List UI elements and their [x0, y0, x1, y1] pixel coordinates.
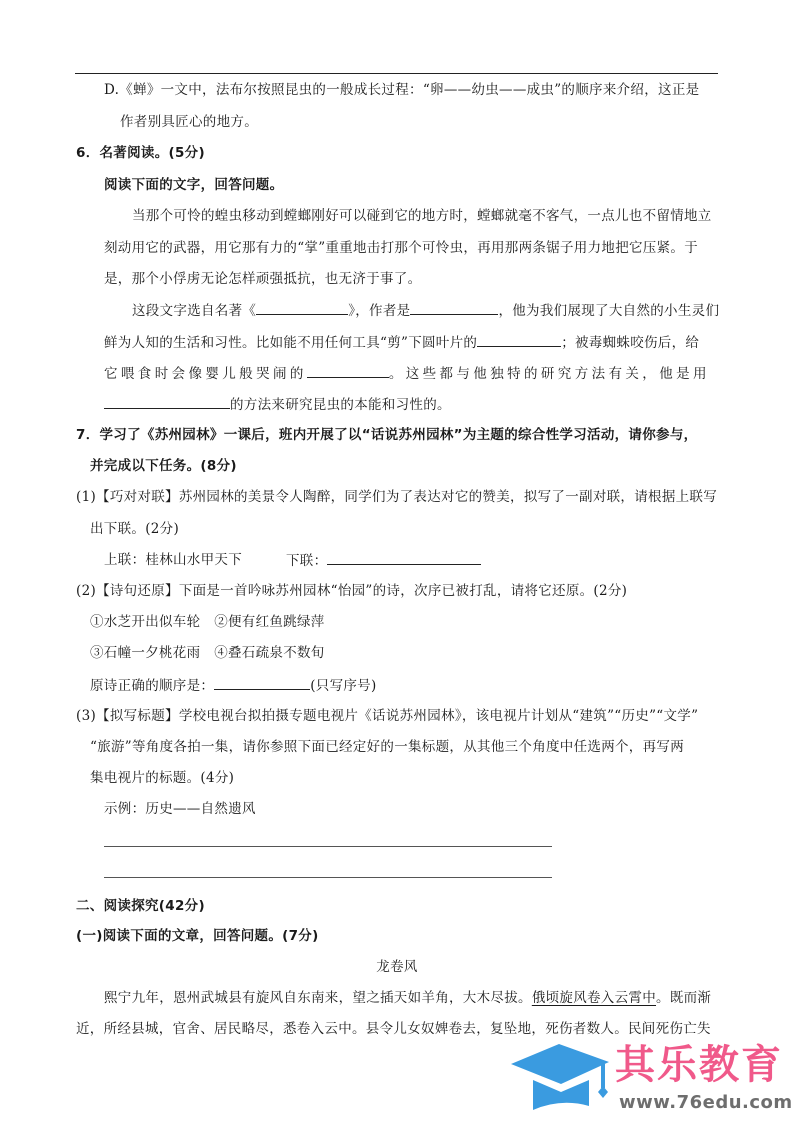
q6-text: 》，作者是: [348, 303, 411, 319]
poem-order-blank[interactable]: [214, 675, 310, 690]
q6-title: 6．名著阅读。(5分): [76, 145, 205, 161]
underlined-sentence: 俄顷旋风卷入云霄中: [531, 990, 657, 1006]
poem-order-answer: [90, 675, 377, 696]
method-blank[interactable]: [104, 394, 230, 409]
couplet-lower-label: 下联：: [286, 553, 328, 569]
section2-title: 二、阅读探究(42分): [76, 898, 205, 914]
q7-sub3-line2: “旅游”等角度各拍一集，请你参照下面已经定好的一集标题，从其他三个角度中任选两个，再写两: [90, 739, 685, 755]
poem-lines-row1: ①水芝开出似车轮 ②便有红鱼跳绿萍: [90, 614, 325, 630]
q7-sub3-line1: (3)【拟写标题】学校电视台拟拍摄专题电视片《话说苏州园林》，该电视片计划从“建筑”“历史”“文学”: [76, 708, 699, 724]
q6-instruction: 阅读下面的文字，回答问题。: [104, 177, 284, 193]
book-title-blank[interactable]: [256, 300, 348, 315]
q6-question-line3: [104, 363, 710, 384]
poem-lines-row2: ③石幢一夕桃花雨 ④叠石疏泉不数旬: [90, 645, 325, 661]
watermark-name: 其乐教育: [615, 1042, 783, 1088]
q6-text: 它喂食时会像婴儿般哭闹的: [104, 366, 307, 382]
q7-sub1-line1: (1)【巧对对联】苏州园林的美景令人陶醉，同学们为了表达对它的赞美，拟写了一副对联，请根据上联写: [76, 489, 718, 505]
watermark-url: www.76edu.com: [619, 1092, 793, 1113]
q7-title-line2: 并完成以下任务。(8分): [90, 458, 237, 474]
q6-passage-line1: 当那个可怜的蝗虫移动到螳螂刚好可以碰到它的地方时，螳螂就毫不客气，一点儿也不留情地立: [132, 208, 712, 224]
title-example: 示例：历史——自然遗风: [104, 801, 256, 817]
q6-text: ，他为我们展现了大自然的小生灵们: [498, 303, 720, 319]
q7-title-line1: 7．学习了《苏州园林》一课后，班内开展了以“话说苏州园林”为主题的综合性学习活动，请你参与，: [76, 427, 698, 443]
answer-line-1[interactable]: [104, 846, 552, 847]
q7-sub2-line1: (2)【诗句还原】下面是一首吟咏苏州园林“怡园”的诗，次序已被打乱，请将它还原。(2分): [76, 583, 628, 599]
article-title: 龙卷风: [376, 959, 418, 975]
author-blank[interactable]: [410, 300, 498, 315]
article-text: 熙宁九年，恩州武城县有旋风自东南来，望之插天如羊角，大木尽拔。: [104, 990, 532, 1006]
insect-blank-2[interactable]: [307, 363, 389, 378]
option-d-line2: 作者别具匠心的地方。: [120, 114, 258, 130]
graduation-cap-icon: [505, 1040, 613, 1116]
option-d-line1: D.《蝉》一文中，法布尔按照昆虫的一般成长过程：“卵——幼虫——成虫”的顺序来介绍，这正是: [104, 82, 700, 98]
couplet-lower-blank[interactable]: [327, 550, 481, 565]
poem-order-hint: (只写序号): [310, 678, 377, 694]
section2-part1-title: (一)阅读下面的文章，回答问题。(7分): [76, 928, 319, 944]
article-para1-line1: [104, 988, 711, 1008]
answer-line-2[interactable]: [104, 877, 552, 878]
q7-sub3-line3: 集电视片的标题。(4分): [90, 770, 235, 786]
couplet-lower: [286, 550, 481, 571]
q6-text: 鲜为人知的生活和习性。比如能不用任何工具“剪”下圆叶片的: [104, 335, 478, 351]
q6-text: 这段文字选自名著《: [132, 303, 257, 319]
article-para1-line2: 近，所经县城，官舍、居民略尽，悉卷入云中。县令儿女奴婢卷去，复坠地，死伤者数人。民间死伤亡失: [76, 1021, 711, 1037]
watermark-logo: [505, 1040, 793, 1118]
q6-question-line2: [104, 332, 699, 353]
article-text: 。既而渐: [656, 990, 712, 1006]
q6-question-line4: [104, 394, 451, 415]
q6-text: 。这些都与他独特的研究方法有关，他是用: [388, 366, 710, 382]
q6-text: 的方法来研究昆虫的本能和习性的。: [230, 397, 451, 413]
q7-sub1-line2: 出下联。(2分): [90, 521, 180, 537]
poem-order-label: 原诗正确的顺序是：: [90, 678, 215, 694]
insect-blank-1[interactable]: [477, 332, 561, 347]
header-rule: [75, 73, 718, 74]
q6-passage-line2: 刻动用它的武器，用它那有力的“掌”重重地击打那个可怜虫，再用那两条锯子用力地把它压紧。于: [104, 240, 699, 256]
q6-question-line1: [132, 300, 719, 321]
q6-text: ；被毒蜘蛛咬伤后，给: [561, 335, 700, 351]
couplet-upper: 上联：桂林山水甲天下: [104, 552, 242, 568]
q6-passage-line3: 是，那个小俘虏无论怎样顽强抵抗，也无济于事了。: [104, 271, 422, 287]
